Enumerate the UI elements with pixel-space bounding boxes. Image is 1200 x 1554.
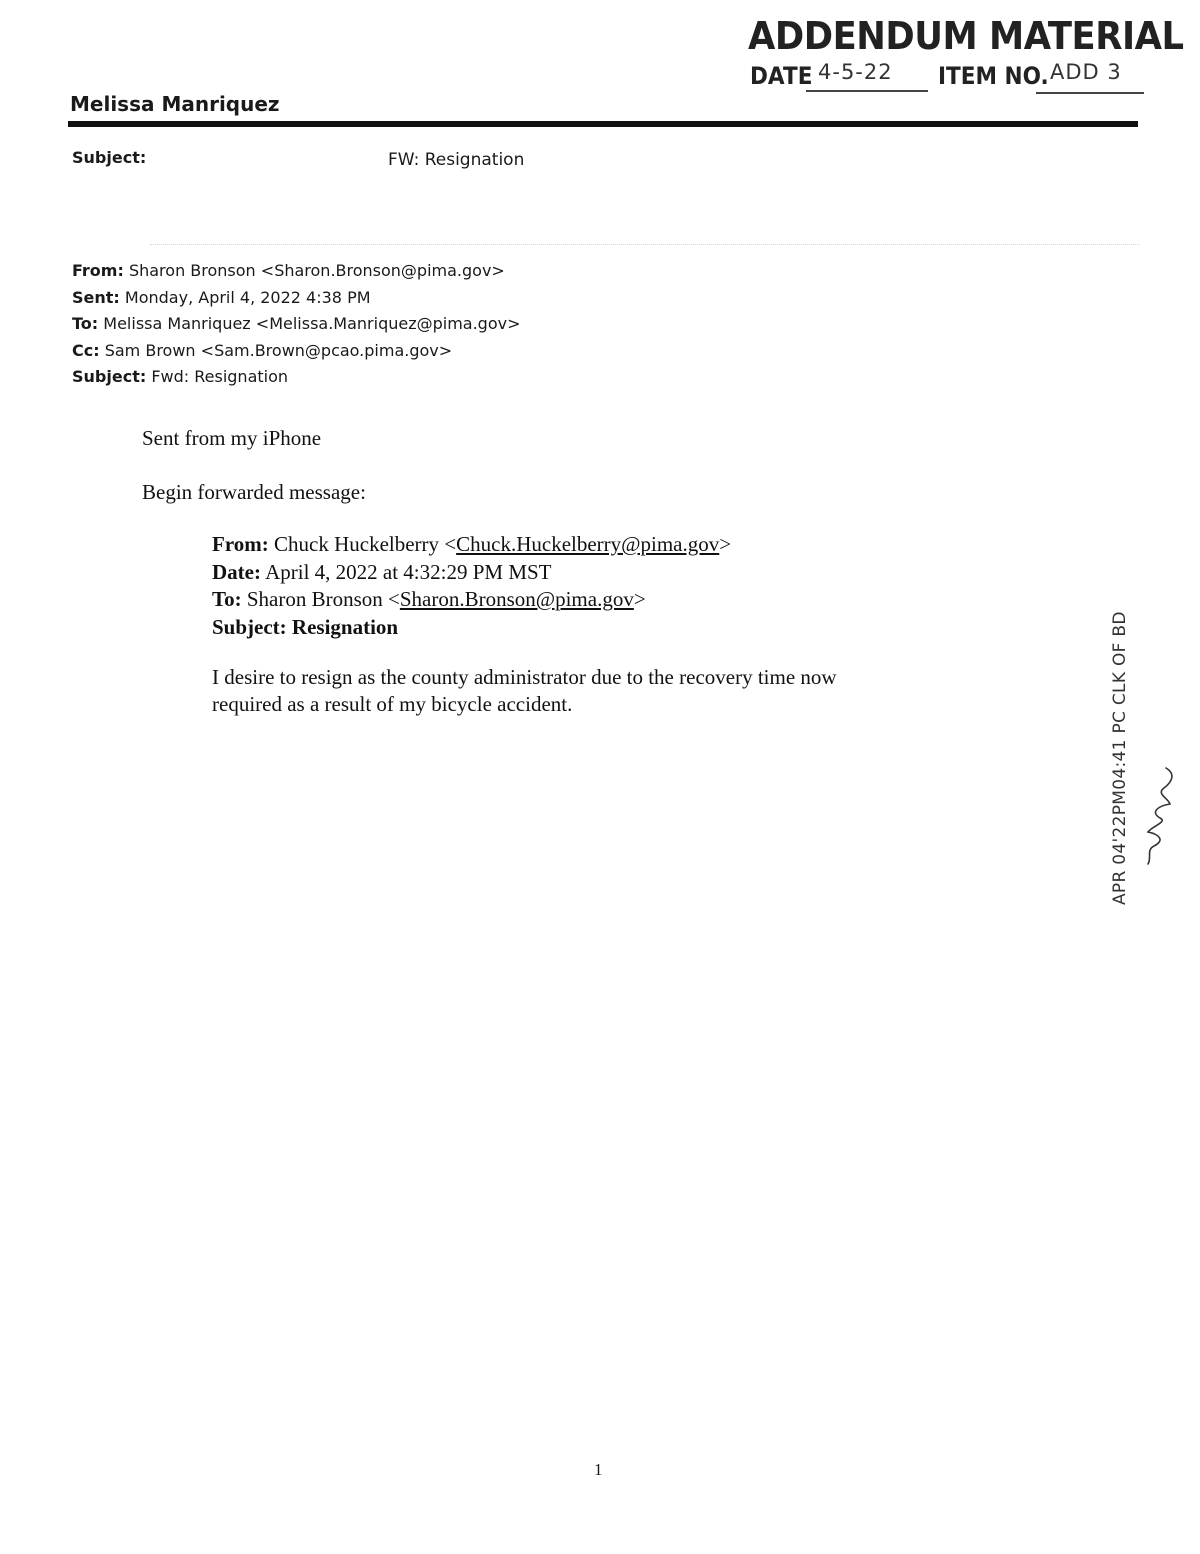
message-cc-value: Sam Brown <Sam.Brown@pcao.pima.gov> xyxy=(104,340,453,360)
message-from-value: Sharon Bronson <Sharon.Bronson@pima.gov> xyxy=(128,261,505,280)
forwarded-from-label: From: xyxy=(212,532,269,556)
forwarded-subject-value: Resignation xyxy=(291,614,399,639)
stamp-item-underline xyxy=(1036,92,1144,94)
forwarded-to-line: To: Sharon Bronson <Sharon.Bronson@pima.gov> xyxy=(212,587,646,611)
message-to-line xyxy=(72,311,521,338)
header-subject-value: FW: Resignation xyxy=(388,150,525,170)
message-to-value: Melissa Manriquez <Melissa.Manriquez@pima.gov> xyxy=(103,314,521,333)
forwarded-date-value: April 4, 2022 at 4:32:29 PM MST xyxy=(265,559,552,584)
stamp-item-label: ITEM NO. xyxy=(938,62,1049,90)
forwarded-date-label: Date: xyxy=(212,559,261,584)
message-sent-line xyxy=(72,285,521,312)
handwritten-initials-icon xyxy=(1138,760,1178,870)
clerk-receipt-stamp: APR 04'22PM04:41 PC CLK OF BD xyxy=(1110,611,1130,905)
forwarded-date-line xyxy=(212,559,731,587)
message-from-label: From: xyxy=(72,261,124,280)
message-subject-label: Subject: xyxy=(72,367,147,386)
stamp-date-label: DATE xyxy=(750,62,813,90)
message-sent-value: Monday, April 4, 2022 4:38 PM xyxy=(124,287,371,307)
stamp-date-value: 4-5-22 xyxy=(818,60,893,84)
forwarded-from-email-link[interactable]: Chuck.Huckelberry@pima.gov xyxy=(456,532,720,556)
forwarded-from-line: From: Chuck Huckelberry <Chuck.Huckelberry@pima.gov> xyxy=(212,532,732,556)
stamp-item-value: ADD 3 xyxy=(1050,60,1122,84)
message-subject-value: Fwd: Resignation xyxy=(151,367,289,386)
forwarded-subject-line xyxy=(212,614,731,642)
resignation-text-line-2: required as a result of my bicycle accident. xyxy=(212,692,573,716)
addendum-stamp-row xyxy=(750,60,1150,96)
forwarded-subject-label: Subject: xyxy=(212,614,287,639)
mailbox-owner-name: Melissa Manriquez xyxy=(70,92,280,116)
message-cc-line xyxy=(72,338,521,365)
header-divider xyxy=(68,121,1138,127)
sent-from-line: Sent from my iPhone xyxy=(142,426,322,450)
faint-divider xyxy=(150,244,1140,246)
forwarded-header xyxy=(212,531,731,641)
stamp-date-underline xyxy=(806,90,928,92)
header-subject-label: Subject: xyxy=(72,148,147,167)
message-header xyxy=(72,258,521,391)
forwarded-to-label: To: xyxy=(212,587,242,611)
forwarded-to-email-link[interactable]: Sharon.Bronson@pima.gov xyxy=(399,587,634,611)
addendum-stamp-title: ADDENDUM MATERIAL xyxy=(748,14,1184,58)
resignation-text xyxy=(212,664,952,718)
message-from-line xyxy=(72,258,521,285)
message-sent-label: Sent: xyxy=(72,287,120,307)
forwarded-to-name: Sharon Bronson xyxy=(246,587,383,611)
message-subject-line xyxy=(72,364,521,391)
forwarded-from-name: Chuck Huckelberry xyxy=(274,532,440,556)
message-to-label: To: xyxy=(72,314,99,333)
begin-forwarded-line: Begin forwarded message: xyxy=(142,480,366,504)
resignation-text-line-1: I desire to resign as the county administrator due to the recovery time now xyxy=(212,665,837,689)
message-cc-label: Cc: xyxy=(72,340,100,360)
page-number: 1 xyxy=(594,1460,603,1479)
